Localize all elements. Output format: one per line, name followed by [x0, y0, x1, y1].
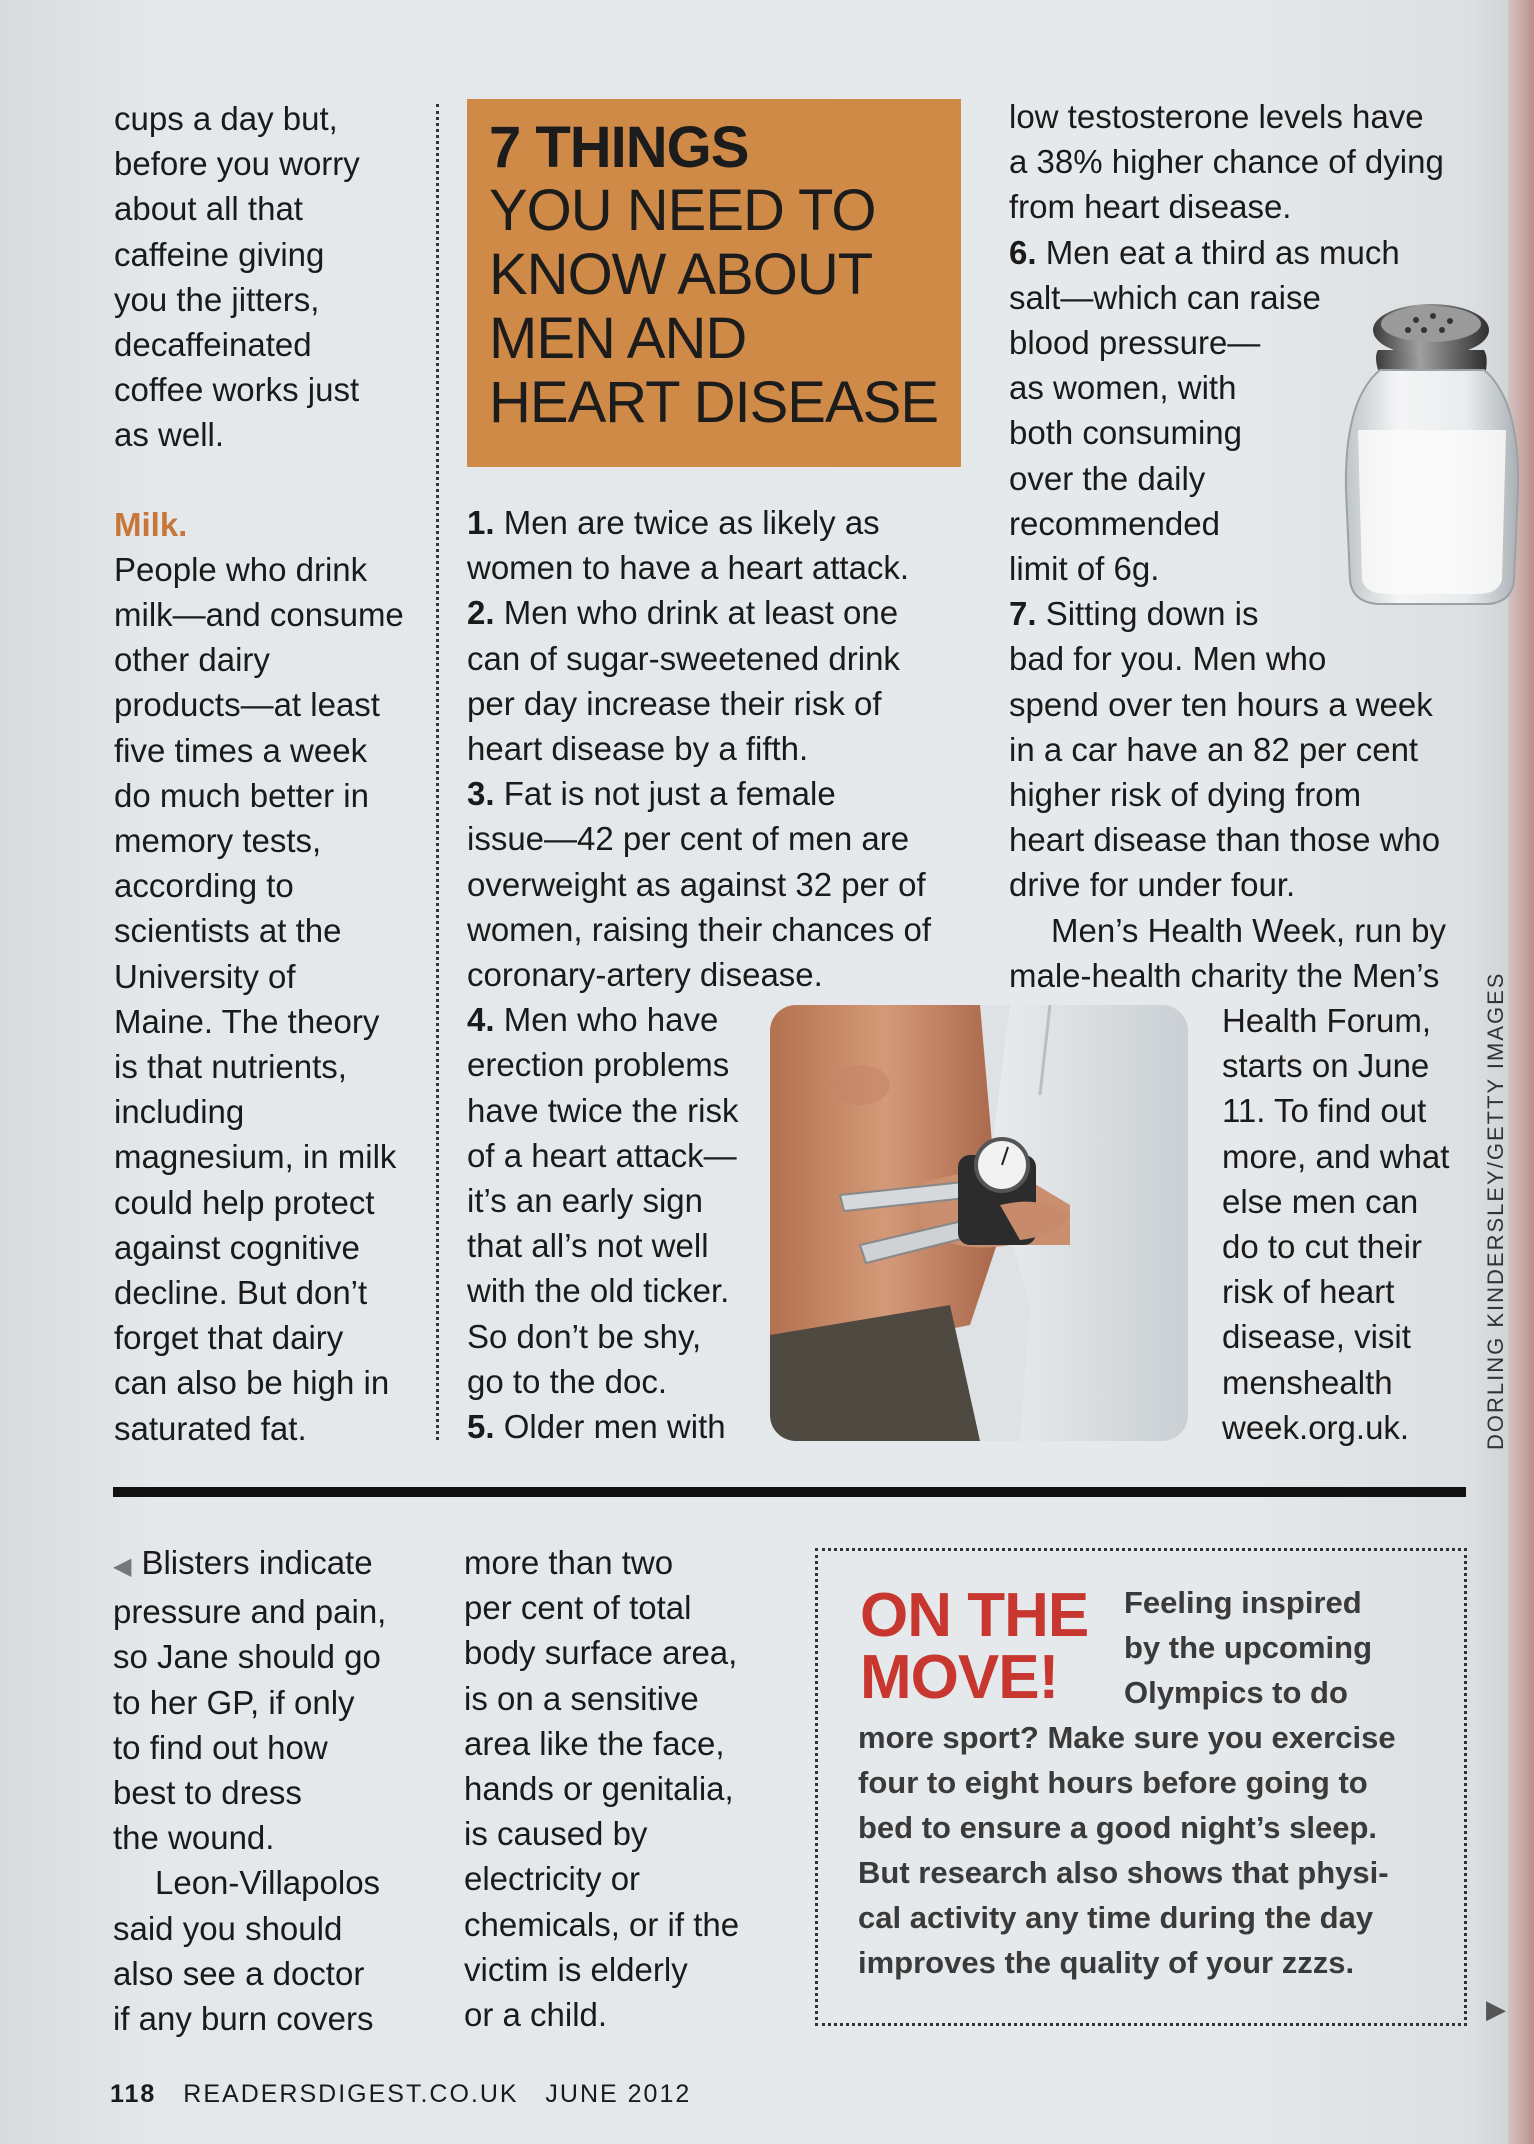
text-line: chemicals, or if the: [464, 1905, 740, 1943]
text-line: Men who drink at least one: [503, 594, 899, 632]
text-line: risk of heart: [1222, 1273, 1395, 1311]
list-item-1: [467, 500, 967, 590]
feature-title-bold: 7 THINGS: [489, 115, 749, 180]
text-line: five times a week: [114, 731, 368, 769]
feature-title-box: [467, 99, 961, 467]
text-line: in a car have an 82 per cent: [1009, 730, 1419, 768]
text-line: menshealth: [1222, 1363, 1393, 1401]
text-line: is caused by: [464, 1815, 648, 1853]
text-line: women, raising their chances of: [467, 910, 932, 948]
list-item-5-continued: [1009, 94, 1489, 230]
text-line: other dairy: [114, 641, 270, 679]
on-the-move-side-text: [1124, 1580, 1444, 1715]
text-line: recommended: [1009, 504, 1220, 542]
text-line: go to the doc.: [467, 1362, 667, 1400]
text-line: magnesium, in milk: [114, 1138, 397, 1176]
text-line: Men’s Health Week, run by: [1051, 911, 1446, 949]
text-line: per cent of total: [464, 1589, 692, 1627]
text-line: cal activity any time during the day: [858, 1900, 1374, 1935]
text-line: to her GP, if only: [113, 1683, 355, 1721]
text-line: do much better in: [114, 776, 369, 814]
text-line: decline. But don’t: [114, 1274, 368, 1312]
feature-title-line: KNOW ABOUT: [489, 242, 873, 307]
text-line: as well.: [114, 416, 225, 454]
doctor-paragraph: [113, 1860, 433, 2041]
text-line: against cognitive: [114, 1228, 360, 1266]
text-line: the wound.: [113, 1819, 275, 1857]
text-line: with the old ticker.: [467, 1272, 730, 1310]
text-line: Leon-Villapolos: [155, 1864, 381, 1902]
text-line: Older men with: [503, 1408, 726, 1446]
text-line: according to: [114, 867, 294, 905]
text-line: But research also shows that physi-: [858, 1855, 1389, 1890]
text-line: improves the quality of your zzzs.: [858, 1945, 1355, 1980]
text-line: limit of 6g.: [1009, 550, 1160, 588]
text-line: area like the face,: [464, 1724, 725, 1762]
bottom-column-2: [464, 1540, 784, 2037]
text-line: by the upcoming: [1124, 1630, 1372, 1665]
feature-title-line: MEN AND: [489, 306, 747, 371]
page-footer: [110, 2080, 691, 2109]
item-number: 4.: [467, 1001, 495, 1039]
text-line: Men eat a third as much: [1045, 233, 1400, 271]
text-line: coffee works just: [114, 371, 360, 409]
text-line: starts on June: [1222, 1047, 1430, 1085]
text-line: from heart disease.: [1009, 188, 1292, 226]
text-line: bed to ensure a good night’s sleep.: [858, 1810, 1378, 1845]
list-item-3: [467, 771, 967, 997]
item-number: 1.: [467, 504, 495, 541]
title-line: MOVE!: [860, 1643, 1059, 1712]
text-line: per day increase their risk of: [467, 684, 882, 722]
text-line: Feeling inspired: [1124, 1585, 1362, 1620]
text-line: So don’t be shy,: [467, 1317, 702, 1355]
list-item-2: [467, 590, 967, 771]
text-line: women to have a heart attack.: [467, 549, 910, 587]
text-line: more, and what: [1222, 1137, 1450, 1175]
text-line: could help protect: [114, 1183, 375, 1221]
text-line: that all’s not well: [467, 1227, 709, 1265]
text-line: if any burn covers: [113, 2000, 374, 2038]
page-number: 118: [110, 2080, 157, 2108]
text-line: low testosterone levels have: [1009, 98, 1424, 135]
text-line: scientists at the: [114, 912, 342, 950]
footer-date: JUNE 2012: [545, 2080, 692, 2108]
text-line: it’s an early sign: [467, 1182, 704, 1220]
feature-title-line: YOU NEED TO: [489, 178, 876, 243]
text-line: heart disease by a fifth.: [467, 730, 809, 768]
body-fat-caliper-photo: [770, 1005, 1188, 1441]
text-line: over the daily: [1009, 459, 1206, 497]
text-line: also see a doctor: [113, 1954, 365, 1992]
text-line: including: [114, 1093, 245, 1131]
text-line: else men can: [1222, 1182, 1419, 1220]
milk-heading: Milk.: [114, 505, 188, 543]
text-line: higher risk of dying from: [1009, 776, 1362, 814]
text-line: disease, visit: [1222, 1318, 1411, 1356]
text-line: Health Forum,: [1222, 1002, 1432, 1039]
text-line: you the jitters,: [114, 280, 320, 318]
text-line: pressure and pain,: [113, 1593, 387, 1631]
text-line: Maine. The theory: [114, 1002, 380, 1040]
salt-shaker-image: [1338, 290, 1524, 610]
text-line: Fat is not just a female: [503, 775, 836, 813]
text-line: forget that dairy: [114, 1319, 344, 1357]
bottom-column-1: [113, 1540, 433, 2041]
text-line: cups a day but,: [114, 100, 338, 137]
text-line: heart disease than those who: [1009, 821, 1441, 859]
text-line: Sitting down is: [1045, 595, 1259, 633]
section-rule: [113, 1487, 1466, 1497]
text-line: bad for you. Men who: [1009, 640, 1327, 678]
text-line: is on a sensitive: [464, 1679, 699, 1717]
closing-paragraph: [1009, 908, 1489, 998]
text-line: four to eight hours before going to: [858, 1765, 1368, 1800]
text-line: can also be high in: [114, 1364, 390, 1402]
column-divider: [436, 104, 439, 1440]
text-line: hands or genitalia,: [464, 1770, 734, 1808]
text-line: so Jane should go: [113, 1638, 381, 1676]
on-the-move-title: [860, 1581, 1120, 1712]
text-line: about all that: [114, 190, 303, 228]
text-line: more than two: [464, 1544, 674, 1581]
text-line: 11. To find out: [1222, 1092, 1427, 1130]
text-line: victim is elderly: [464, 1950, 688, 1988]
footer-site: READERSDIGEST.CO.UK: [183, 2080, 519, 2108]
on-the-move-body: [858, 1715, 1458, 1985]
text-line: Men are twice as likely as: [503, 504, 880, 541]
text-line: a 38% higher chance of dying: [1009, 143, 1444, 181]
closing-paragraph-wrap: [1222, 998, 1462, 1450]
text-line: caffeine giving: [114, 235, 325, 273]
text-line: body surface area,: [464, 1634, 738, 1672]
list-item-7: [1009, 591, 1489, 907]
item-number: 7.: [1009, 595, 1037, 633]
text-line: said you should: [113, 1909, 343, 1947]
text-line: week.org.uk.: [1222, 1408, 1410, 1446]
text-line: can of sugar-sweetened drink: [467, 639, 900, 677]
text-line: issue—42 per cent of men are: [467, 820, 910, 858]
photo-credit: DORLING KINDERSLEY/GETTY IMAGES: [1483, 971, 1508, 1450]
text-line: Men who have: [503, 1001, 719, 1039]
item-number: 6.: [1009, 233, 1037, 271]
text-line: products—at least: [114, 686, 380, 724]
text-line: People who drink: [114, 550, 368, 588]
text-line: both consuming: [1009, 414, 1242, 452]
title-line: ON THE: [860, 1581, 1089, 1650]
text-line: milk—and consume: [114, 596, 404, 634]
triangle-right-icon: ▶: [1486, 1994, 1506, 2024]
feature-title-line: HEART DISEASE: [489, 370, 939, 435]
text-line: as women, with: [1009, 369, 1237, 407]
text-line: before you worry: [114, 145, 360, 183]
item-number: 3.: [467, 775, 495, 813]
text-line: coronary-artery disease.: [467, 956, 823, 994]
item-number: 2.: [467, 594, 495, 632]
text-line: more sport? Make sure you exercise: [858, 1720, 1396, 1755]
text-line: electricity or: [464, 1860, 641, 1898]
text-line: erection problems: [467, 1046, 730, 1084]
text-line: to find out how: [113, 1728, 328, 1766]
text-line: of a heart attack—: [467, 1136, 737, 1174]
milk-paragraph: [114, 547, 414, 1451]
coffee-paragraph: [114, 96, 414, 458]
text-line: blood pressure—: [1009, 324, 1261, 362]
blisters-paragraph: [113, 1540, 433, 1860]
text-line: spend over ten hours a week: [1009, 685, 1433, 723]
text-line: or a child.: [464, 1996, 608, 2034]
text-line: saturated fat.: [114, 1409, 307, 1447]
text-line: Olympics to do: [1124, 1675, 1348, 1710]
text-line: have twice the risk: [467, 1091, 739, 1129]
left-column: [114, 96, 414, 1451]
item-number: 5.: [467, 1408, 495, 1446]
triangle-left-icon: ◀: [113, 1553, 132, 1580]
text-line: overweight as against 32 per of: [467, 865, 926, 903]
text-line: male-health charity the Men’s: [1009, 956, 1440, 994]
text-line: do to cut their: [1222, 1228, 1422, 1266]
text-line: best to dress: [113, 1774, 302, 1812]
text-line: drive for under four.: [1009, 866, 1296, 904]
text-line: decaffeinated: [114, 326, 312, 364]
text-line: is that nutrients,: [114, 1048, 347, 1086]
text-line: Blisters indicate: [141, 1544, 373, 1581]
text-line: salt—which can raise: [1009, 278, 1321, 316]
text-line: University of: [114, 957, 296, 995]
text-line: memory tests,: [114, 822, 322, 860]
